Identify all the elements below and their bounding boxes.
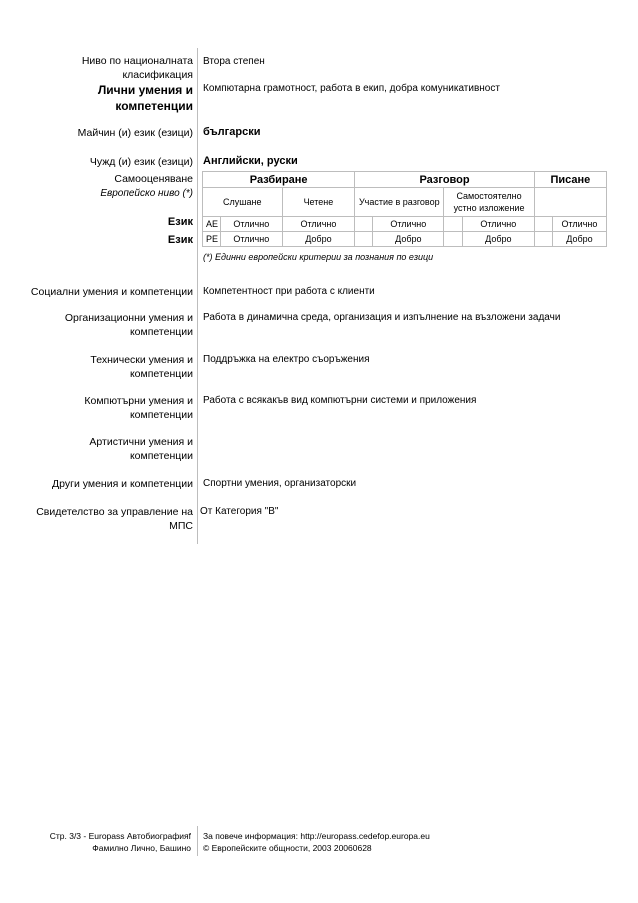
listening-level: Отлично bbox=[221, 232, 283, 247]
empty-cell bbox=[355, 232, 373, 247]
language-code: АЕ bbox=[203, 217, 221, 232]
personal-skills-value: Компютарна грамотност, работа в екип, добра комуникативност bbox=[203, 83, 500, 94]
driving-licence-value: От Категория "В" bbox=[200, 506, 279, 517]
interaction-level: Добро bbox=[373, 232, 444, 247]
nqf-value: Втора степен bbox=[203, 56, 265, 67]
footer-more-info: За повече информация: http://europass.cedefop.europa.eu bbox=[203, 831, 430, 841]
european-level-label: Европейско ниво (*) bbox=[100, 188, 193, 199]
mother-tongue-value: български bbox=[203, 126, 261, 138]
social-skills-value: Компетентност при работа с клиенти bbox=[203, 286, 375, 297]
other-skills-value: Спортни умения, организаторски bbox=[203, 478, 357, 489]
writing-header: Писане bbox=[534, 172, 606, 188]
organisational-skills-value: Работа в динамична среда, организация и изпълнение на възложени задачи bbox=[203, 312, 561, 323]
speaking-header: Разговор bbox=[355, 172, 535, 188]
writing-level: Добро bbox=[552, 232, 606, 247]
writing-subheader bbox=[534, 188, 606, 217]
foreign-languages-value: Английски, руски bbox=[203, 155, 298, 167]
language-label-1: Език bbox=[167, 216, 193, 228]
language-label-2: Език bbox=[167, 234, 193, 246]
column-divider bbox=[197, 48, 198, 544]
empty-cell bbox=[534, 232, 552, 247]
language-code: РЕ bbox=[203, 232, 221, 247]
listening-level: Отлично bbox=[221, 217, 283, 232]
writing-level: Отлично bbox=[552, 217, 606, 232]
language-table-header bbox=[203, 172, 607, 188]
personal-skills-heading: Лични умения и компетенции bbox=[97, 83, 193, 113]
driving-licence-label: Свидетелство за управление на МПС bbox=[36, 506, 193, 532]
production-level: Добро bbox=[462, 232, 534, 247]
language-table bbox=[202, 171, 607, 247]
reading-header: Четене bbox=[282, 188, 355, 217]
other-skills-label: Други умения и компетенции bbox=[52, 478, 193, 490]
empty-cell bbox=[444, 217, 463, 232]
footer-copyright: © Европейските общности, 2003 20060628 bbox=[203, 843, 372, 853]
spoken-interaction-header: Участие в разговор bbox=[355, 188, 444, 217]
spoken-production-header: Самостоятелно устно изложение bbox=[444, 188, 535, 217]
listening-header: Слушане bbox=[203, 188, 283, 217]
self-assessment-label: Самооценяване bbox=[114, 173, 193, 185]
reading-level: Отлично bbox=[282, 217, 355, 232]
language-row-2 bbox=[203, 232, 607, 247]
understanding-header: Разбиране bbox=[203, 172, 355, 188]
technical-skills-value: Поддръжка на електро съоръжения bbox=[203, 354, 370, 365]
production-level: Отлично bbox=[462, 217, 534, 232]
footer-page-info: Стр. 3/3 - Europass Автобиографияf bbox=[49, 831, 191, 841]
empty-cell bbox=[355, 217, 373, 232]
computer-skills-value: Работа с всякакъв вид компютърни системи и приложения bbox=[203, 395, 477, 406]
artistic-skills-label: Артистични умения и компетенции bbox=[89, 436, 193, 462]
language-table-subheader bbox=[203, 188, 607, 217]
reading-level: Добро bbox=[282, 232, 355, 247]
nqf-label: Ниво по националната класификация bbox=[81, 55, 193, 81]
social-skills-label: Социални умения и компетенции bbox=[30, 286, 193, 298]
language-footnote: (*) Единни европейски критерии за познания по езици bbox=[203, 252, 434, 262]
language-row-1 bbox=[203, 217, 607, 232]
empty-cell bbox=[534, 217, 552, 232]
empty-cell bbox=[444, 232, 463, 247]
foreign-languages-label: Чужд (и) език (езици) bbox=[89, 156, 193, 168]
footer-divider bbox=[197, 826, 198, 856]
footer-person-name: Фамилно Лично, Башино bbox=[92, 843, 191, 853]
mother-tongue-label: Майчин (и) език (езици) bbox=[77, 127, 193, 139]
computer-skills-label: Компютърни умения и компетенции bbox=[84, 395, 193, 421]
interaction-level: Отлично bbox=[373, 217, 444, 232]
technical-skills-label: Технически умения и компетенции bbox=[90, 354, 193, 380]
organisational-skills-label: Организационни умения и компетенции bbox=[64, 312, 193, 338]
